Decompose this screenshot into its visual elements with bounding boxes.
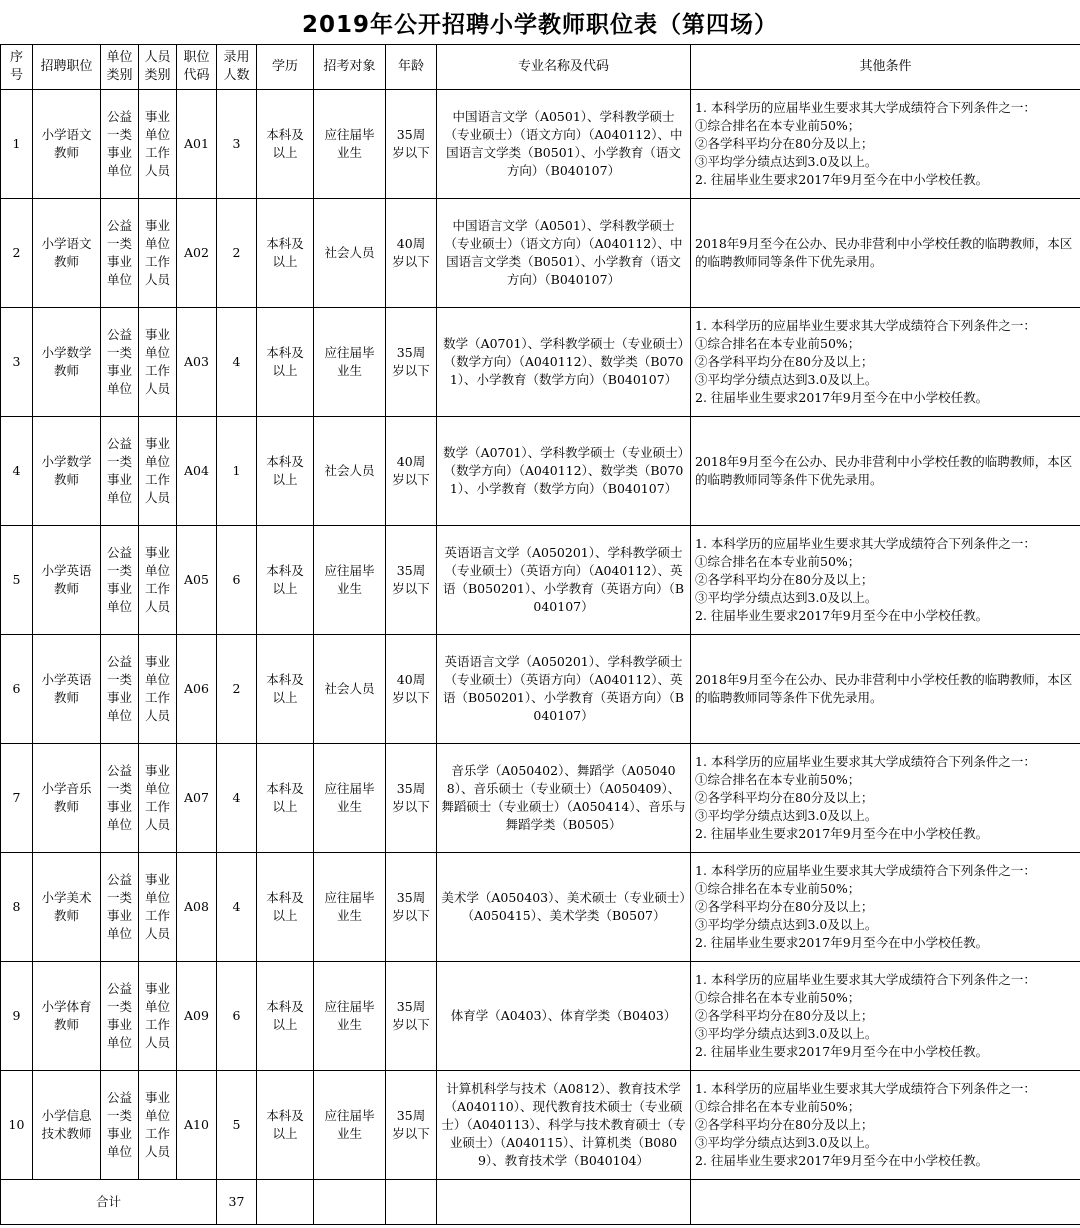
cell-major: 中国语言文学（A0501）、学科教学硕士（专业硕士）（语文方向）（A040112）、中国语言文学类（B0501）、小学教育（语文方向）（B040107） bbox=[437, 199, 691, 308]
cell-unit-type: 公益一类事业单位 bbox=[101, 962, 139, 1071]
cell-education: 本科及以上 bbox=[257, 417, 314, 526]
cell-target: 社会人员 bbox=[314, 417, 386, 526]
cell-code: A01 bbox=[177, 90, 217, 199]
cell-education: 本科及以上 bbox=[257, 90, 314, 199]
header-no: 序号 bbox=[1, 45, 33, 90]
cell-unit-type: 公益一类事业单位 bbox=[101, 744, 139, 853]
cell-position: 小学英语教师 bbox=[33, 635, 101, 744]
cell-major: 数学（A0701）、学科教学硕士（专业硕士）（数学方向）（A040112）、数学类（B0701）、小学教育（数学方向）（B040107） bbox=[437, 308, 691, 417]
header-code: 职位代码 bbox=[177, 45, 217, 90]
cell-age: 35周岁以下 bbox=[386, 90, 437, 199]
cell-position: 小学数学教师 bbox=[33, 417, 101, 526]
cell-education: 本科及以上 bbox=[257, 1071, 314, 1180]
cell-no: 2 bbox=[1, 199, 33, 308]
cell-target: 应往届毕业生 bbox=[314, 90, 386, 199]
total-empty-cell bbox=[257, 1180, 314, 1225]
cell-count: 2 bbox=[217, 635, 257, 744]
cell-age: 35周岁以下 bbox=[386, 526, 437, 635]
table-row bbox=[1, 90, 1080, 199]
cell-position: 小学音乐教师 bbox=[33, 744, 101, 853]
cell-education: 本科及以上 bbox=[257, 853, 314, 962]
cell-staff-type: 事业单位工作人员 bbox=[139, 199, 177, 308]
cell-conditions: 2018年9月至今在公办、民办非营利中小学校任教的临聘教师，本区的临聘教师同等条件下优先录用。 bbox=[691, 417, 1080, 526]
cell-target: 应往届毕业生 bbox=[314, 853, 386, 962]
total-row bbox=[1, 1180, 1080, 1225]
total-count: 37 bbox=[217, 1180, 257, 1225]
total-empty-cell bbox=[437, 1180, 691, 1225]
cell-no: 5 bbox=[1, 526, 33, 635]
cell-staff-type: 事业单位工作人员 bbox=[139, 1071, 177, 1180]
header-staff-type: 人员类别 bbox=[139, 45, 177, 90]
cell-position: 小学美术教师 bbox=[33, 853, 101, 962]
cell-code: A02 bbox=[177, 199, 217, 308]
cell-staff-type: 事业单位工作人员 bbox=[139, 744, 177, 853]
header-unit-type: 单位类别 bbox=[101, 45, 139, 90]
cell-age: 35周岁以下 bbox=[386, 308, 437, 417]
cell-position: 小学数学教师 bbox=[33, 308, 101, 417]
cell-age: 35周岁以下 bbox=[386, 853, 437, 962]
header-major: 专业名称及代码 bbox=[437, 45, 691, 90]
cell-age: 40周岁以下 bbox=[386, 199, 437, 308]
cell-age: 40周岁以下 bbox=[386, 635, 437, 744]
cell-unit-type: 公益一类事业单位 bbox=[101, 1071, 139, 1180]
cell-conditions: 1. 本科学历的应届毕业生要求其大学成绩符合下列条件之一： ①综合排名在本专业前50%； ②各学科平均分在80分及以上； ③平均学分绩点达到3.0及以上。 2. 往届毕业生要求2017年9月至今在中小学校任教。 bbox=[691, 526, 1080, 635]
cell-education: 本科及以上 bbox=[257, 635, 314, 744]
cell-education: 本科及以上 bbox=[257, 199, 314, 308]
cell-position: 小学语文教师 bbox=[33, 199, 101, 308]
cell-no: 9 bbox=[1, 962, 33, 1071]
cell-no: 1 bbox=[1, 90, 33, 199]
cell-code: A03 bbox=[177, 308, 217, 417]
header-age: 年龄 bbox=[386, 45, 437, 90]
header-count: 录用人数 bbox=[217, 45, 257, 90]
cell-major: 数学（A0701）、学科教学硕士（专业硕士）（数学方向）（A040112）、数学类（B0701）、小学教育（数学方向）（B040107） bbox=[437, 417, 691, 526]
cell-count: 4 bbox=[217, 744, 257, 853]
cell-no: 6 bbox=[1, 635, 33, 744]
cell-no: 4 bbox=[1, 417, 33, 526]
cell-unit-type: 公益一类事业单位 bbox=[101, 199, 139, 308]
cell-conditions: 1. 本科学历的应届毕业生要求其大学成绩符合下列条件之一： ①综合排名在本专业前50%； ②各学科平均分在80分及以上； ③平均学分绩点达到3.0及以上。 2. 往届毕业生要求2017年9月至今在中小学校任教。 bbox=[691, 744, 1080, 853]
cell-code: A09 bbox=[177, 962, 217, 1071]
table-row bbox=[1, 526, 1080, 635]
cell-major: 中国语言文学（A0501）、学科教学硕士（专业硕士）（语文方向）（A040112）、中国语言文学类（B0501）、小学教育（语文方向）（B040107） bbox=[437, 90, 691, 199]
cell-conditions: 1. 本科学历的应届毕业生要求其大学成绩符合下列条件之一： ①综合排名在本专业前50%； ②各学科平均分在80分及以上； ③平均学分绩点达到3.0及以上。 2. 往届毕业生要求2017年9月至今在中小学校任教。 bbox=[691, 962, 1080, 1071]
cell-target: 应往届毕业生 bbox=[314, 308, 386, 417]
cell-education: 本科及以上 bbox=[257, 308, 314, 417]
cell-staff-type: 事业单位工作人员 bbox=[139, 526, 177, 635]
cell-position: 小学语文教师 bbox=[33, 90, 101, 199]
cell-target: 应往届毕业生 bbox=[314, 962, 386, 1071]
cell-major: 英语语言文学（A050201）、学科教学硕士（专业硕士）（英语方向）（A040112）、英语（B050201）、小学教育（英语方向）（B040107） bbox=[437, 635, 691, 744]
cell-no: 10 bbox=[1, 1071, 33, 1180]
header-row bbox=[1, 45, 1080, 90]
header-target: 招考对象 bbox=[314, 45, 386, 90]
table-row bbox=[1, 417, 1080, 526]
cell-major: 美术学（A050403）、美术硕士（专业硕士）（A050415）、美术学类（B0507） bbox=[437, 853, 691, 962]
total-empty-cell bbox=[386, 1180, 437, 1225]
table-row bbox=[1, 962, 1080, 1071]
cell-conditions: 1. 本科学历的应届毕业生要求其大学成绩符合下列条件之一： ①综合排名在本专业前50%； ②各学科平均分在80分及以上； ③平均学分绩点达到3.0及以上。 2. 往届毕业生要求2017年9月至今在中小学校任教。 bbox=[691, 90, 1080, 199]
cell-position: 小学体育教师 bbox=[33, 962, 101, 1071]
cell-age: 40周岁以下 bbox=[386, 417, 437, 526]
table-row bbox=[1, 199, 1080, 308]
table-row bbox=[1, 1071, 1080, 1180]
cell-code: A07 bbox=[177, 744, 217, 853]
cell-major: 计算机科学与技术（A0812）、教育技术学（A040110）、现代教育技术硕士（专业硕士）（A040113）、科学与技术教育硕士（专业硕士）（A040115）、计算机类（B0809）、教育技术学（B040104） bbox=[437, 1071, 691, 1180]
header-education: 学历 bbox=[257, 45, 314, 90]
cell-conditions: 1. 本科学历的应届毕业生要求其大学成绩符合下列条件之一： ①综合排名在本专业前50%； ②各学科平均分在80分及以上； ③平均学分绩点达到3.0及以上。 2. 往届毕业生要求2017年9月至今在中小学校任教。 bbox=[691, 1071, 1080, 1180]
cell-age: 35周岁以下 bbox=[386, 744, 437, 853]
cell-code: A04 bbox=[177, 417, 217, 526]
cell-conditions: 2018年9月至今在公办、民办非营利中小学校任教的临聘教师，本区的临聘教师同等条件下优先录用。 bbox=[691, 199, 1080, 308]
cell-conditions: 1. 本科学历的应届毕业生要求其大学成绩符合下列条件之一： ①综合排名在本专业前50%； ②各学科平均分在80分及以上； ③平均学分绩点达到3.0及以上。 2. 往届毕业生要求2017年9月至今在中小学校任教。 bbox=[691, 853, 1080, 962]
cell-position: 小学英语教师 bbox=[33, 526, 101, 635]
cell-count: 3 bbox=[217, 90, 257, 199]
cell-target: 应往届毕业生 bbox=[314, 1071, 386, 1180]
cell-age: 35周岁以下 bbox=[386, 1071, 437, 1180]
cell-code: A06 bbox=[177, 635, 217, 744]
header-position: 招聘职位 bbox=[33, 45, 101, 90]
cell-major: 音乐学（A050402）、舞蹈学（A050408）、音乐硕士（专业硕士）（A050409）、舞蹈硕士（专业硕士）（A050414）、音乐与舞蹈学类（B0505） bbox=[437, 744, 691, 853]
cell-staff-type: 事业单位工作人员 bbox=[139, 417, 177, 526]
cell-target: 应往届毕业生 bbox=[314, 744, 386, 853]
page-title: 2019年公开招聘小学教师职位表（第四场） bbox=[301, 11, 778, 38]
cell-count: 4 bbox=[217, 853, 257, 962]
cell-unit-type: 公益一类事业单位 bbox=[101, 90, 139, 199]
cell-unit-type: 公益一类事业单位 bbox=[101, 526, 139, 635]
cell-count: 5 bbox=[217, 1071, 257, 1180]
cell-major: 英语语言文学（A050201）、学科教学硕士（专业硕士）（英语方向）（A040112）、英语（B050201）、小学教育（英语方向）（B040107） bbox=[437, 526, 691, 635]
cell-code: A10 bbox=[177, 1071, 217, 1180]
table-row bbox=[1, 308, 1080, 417]
cell-position: 小学信息技术教师 bbox=[33, 1071, 101, 1180]
cell-target: 社会人员 bbox=[314, 635, 386, 744]
cell-count: 4 bbox=[217, 308, 257, 417]
cell-unit-type: 公益一类事业单位 bbox=[101, 853, 139, 962]
cell-staff-type: 事业单位工作人员 bbox=[139, 90, 177, 199]
cell-unit-type: 公益一类事业单位 bbox=[101, 308, 139, 417]
cell-no: 3 bbox=[1, 308, 33, 417]
table-row bbox=[1, 853, 1080, 962]
cell-conditions: 2018年9月至今在公办、民办非营利中小学校任教的临聘教师，本区的临聘教师同等条件下优先录用。 bbox=[691, 635, 1080, 744]
cell-target: 应往届毕业生 bbox=[314, 526, 386, 635]
cell-staff-type: 事业单位工作人员 bbox=[139, 962, 177, 1071]
cell-code: A05 bbox=[177, 526, 217, 635]
position-table bbox=[0, 44, 1080, 1225]
total-empty-cell bbox=[314, 1180, 386, 1225]
cell-count: 2 bbox=[217, 199, 257, 308]
cell-count: 6 bbox=[217, 962, 257, 1071]
cell-staff-type: 事业单位工作人员 bbox=[139, 635, 177, 744]
header-conditions: 其他条件 bbox=[691, 45, 1080, 90]
cell-no: 8 bbox=[1, 853, 33, 962]
cell-education: 本科及以上 bbox=[257, 744, 314, 853]
cell-conditions: 1. 本科学历的应届毕业生要求其大学成绩符合下列条件之一： ①综合排名在本专业前50%； ②各学科平均分在80分及以上； ③平均学分绩点达到3.0及以上。 2. 往届毕业生要求2017年9月至今在中小学校任教。 bbox=[691, 308, 1080, 417]
cell-code: A08 bbox=[177, 853, 217, 962]
total-empty-cell bbox=[691, 1180, 1080, 1225]
cell-major: 体育学（A0403）、体育学类（B0403） bbox=[437, 962, 691, 1071]
cell-staff-type: 事业单位工作人员 bbox=[139, 853, 177, 962]
cell-unit-type: 公益一类事业单位 bbox=[101, 417, 139, 526]
cell-unit-type: 公益一类事业单位 bbox=[101, 635, 139, 744]
cell-count: 6 bbox=[217, 526, 257, 635]
cell-education: 本科及以上 bbox=[257, 526, 314, 635]
cell-education: 本科及以上 bbox=[257, 962, 314, 1071]
total-label: 合计 bbox=[1, 1180, 217, 1225]
cell-staff-type: 事业单位工作人员 bbox=[139, 308, 177, 417]
table-row bbox=[1, 744, 1080, 853]
cell-age: 35周岁以下 bbox=[386, 962, 437, 1071]
table-row bbox=[1, 635, 1080, 744]
cell-target: 社会人员 bbox=[314, 199, 386, 308]
cell-no: 7 bbox=[1, 744, 33, 853]
cell-count: 1 bbox=[217, 417, 257, 526]
